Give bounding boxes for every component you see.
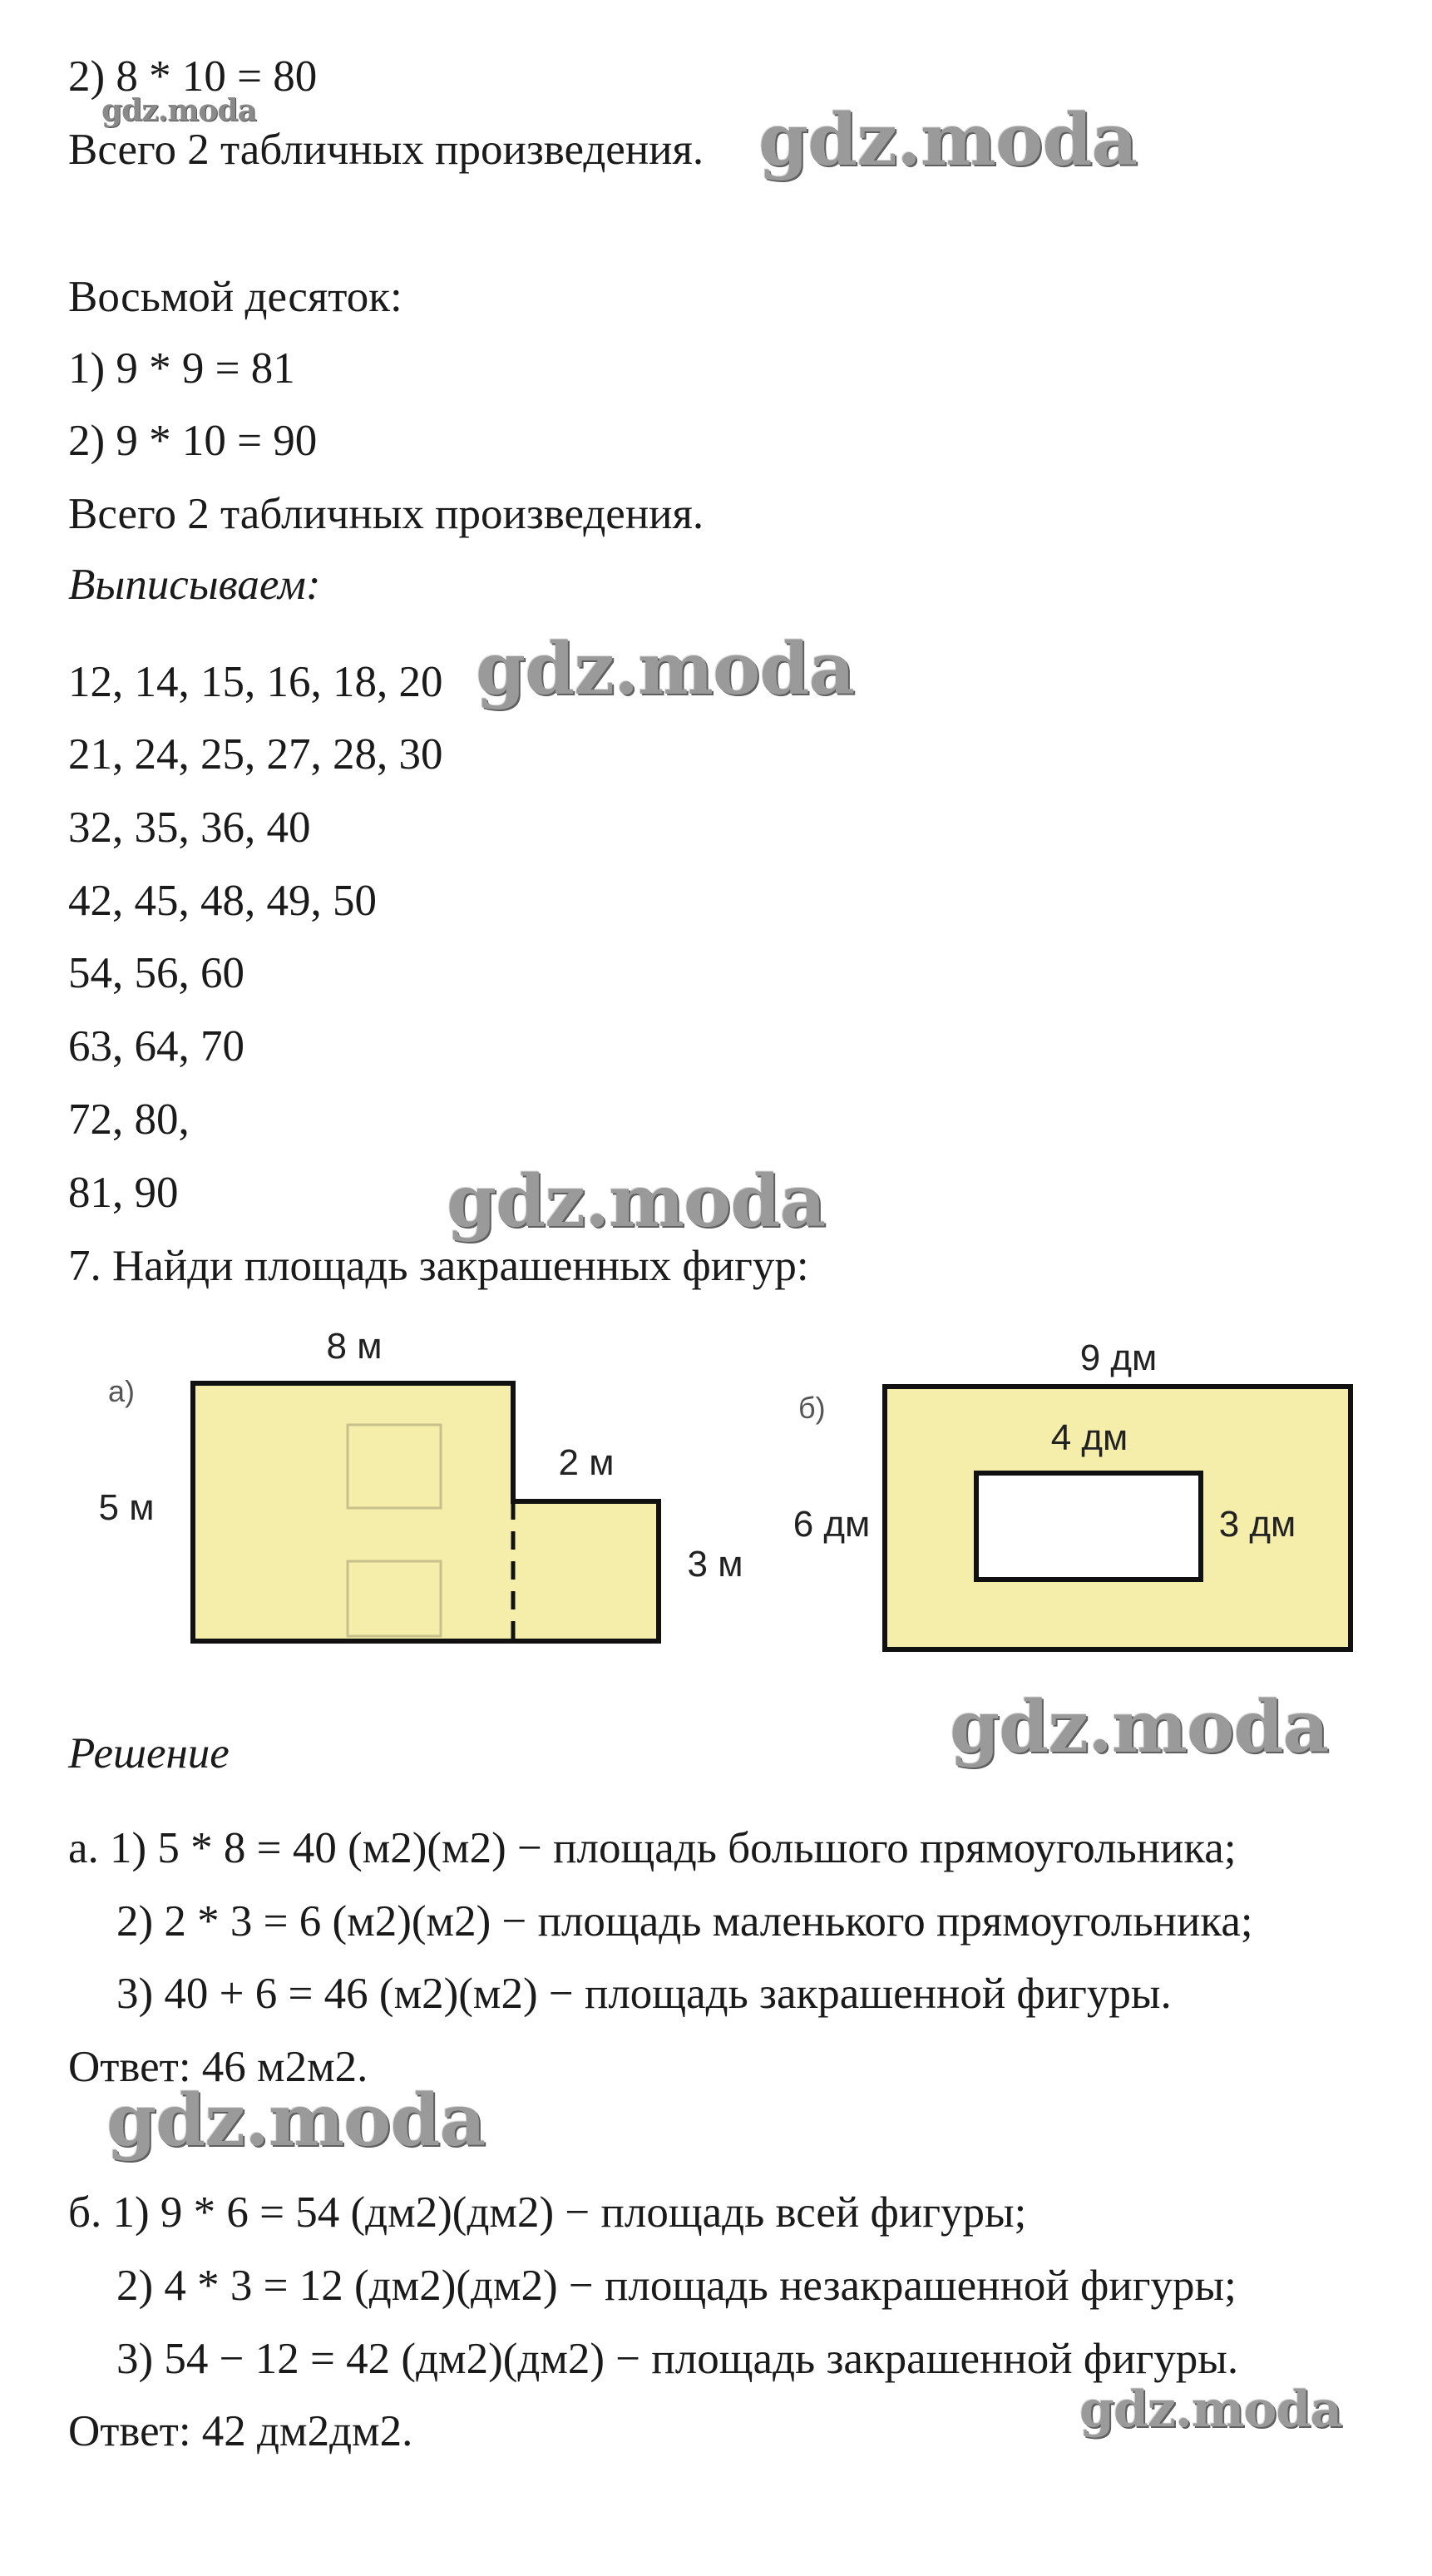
- task-title: 7. Найди площадь закрашенных фигур:: [68, 1242, 809, 1290]
- dim-right: 3 м: [687, 1544, 743, 1585]
- watermark: gdz.moda: [1079, 2381, 1342, 2439]
- dim-step: 2 м: [558, 1442, 615, 1483]
- italic-heading: Выписываем:: [68, 561, 321, 609]
- solution-line: 2) 2 * 3 = 6 (м2)(м2) − площадь маленького прямоугольника;: [116, 1897, 1253, 1946]
- text-line: 2) 9 * 10 = 90: [68, 417, 318, 465]
- shaded-l-shape: [193, 1383, 659, 1641]
- number-list-line: 21, 24, 25, 27, 28, 30: [68, 730, 443, 779]
- solution-line: 3) 54 − 12 = 42 (дм2)(дм2) − площадь закрашенной фигуры.: [116, 2335, 1239, 2383]
- watermark: gdz.moda: [476, 627, 855, 711]
- watermark-small: gdz.moda: [101, 93, 256, 128]
- watermark: gdz.moda: [447, 1159, 826, 1244]
- text-line: Всего 2 табличных произведения.: [68, 490, 704, 538]
- figure-b: [773, 1327, 1372, 1676]
- watermark: gdz.moda: [758, 98, 1138, 182]
- answer-line: Ответ: 42 дм2дм2.: [68, 2407, 413, 2455]
- dim-top: 9 дм: [1079, 1337, 1158, 1378]
- number-list-line: 12, 14, 15, 16, 18, 20: [68, 658, 443, 706]
- number-list-line: 72, 80,: [68, 1095, 190, 1144]
- dim-left: 6 дм: [793, 1504, 871, 1545]
- solution-line: а. 1) 5 * 8 = 40 (м2)(м2) − площадь большого прямоугольника;: [68, 1824, 1237, 1872]
- figure-a: [75, 1327, 773, 1676]
- solution-line: 2) 4 * 3 = 12 (дм2)(дм2) − площадь незакрашенной фигуры;: [116, 2262, 1237, 2310]
- unshaded-inner-rect: [976, 1473, 1201, 1580]
- figure-a-label: а): [108, 1374, 136, 1408]
- number-list-line: 54, 56, 60: [68, 949, 244, 997]
- number-list-line: 32, 35, 36, 40: [68, 803, 311, 852]
- number-list-line: 42, 45, 48, 49, 50: [68, 877, 377, 925]
- number-list-line: 81, 90: [68, 1169, 179, 1217]
- number-list-line: 63, 64, 70: [68, 1022, 244, 1070]
- section-heading: Восьмой десяток:: [68, 273, 402, 321]
- figure-b-label: б): [798, 1391, 826, 1425]
- solution-line: 3) 40 + 6 = 46 (м2)(м2) − площадь закрашенной фигуры.: [116, 1970, 1172, 2018]
- answer-line: Ответ: 46 м2м2.: [68, 2043, 368, 2091]
- dim-inner-top: 4 дм: [1050, 1417, 1128, 1458]
- solution-line: б. 1) 9 * 6 = 54 (дм2)(дм2) − площадь всей фигуры;: [68, 2188, 1027, 2237]
- solution-heading: Решение: [68, 1729, 230, 1777]
- text-line: 2) 8 * 10 = 80: [68, 52, 318, 101]
- text-line: 1) 9 * 9 = 81: [68, 344, 295, 393]
- watermark: gdz.moda: [950, 1685, 1329, 1769]
- dim-left: 5 м: [98, 1487, 155, 1528]
- text-line: Всего 2 табличных произведения.: [68, 126, 704, 174]
- watermark: gdz.moda: [106, 2079, 486, 2163]
- dim-top: 8 м: [326, 1327, 383, 1367]
- dim-inner-right: 3 дм: [1218, 1504, 1296, 1545]
